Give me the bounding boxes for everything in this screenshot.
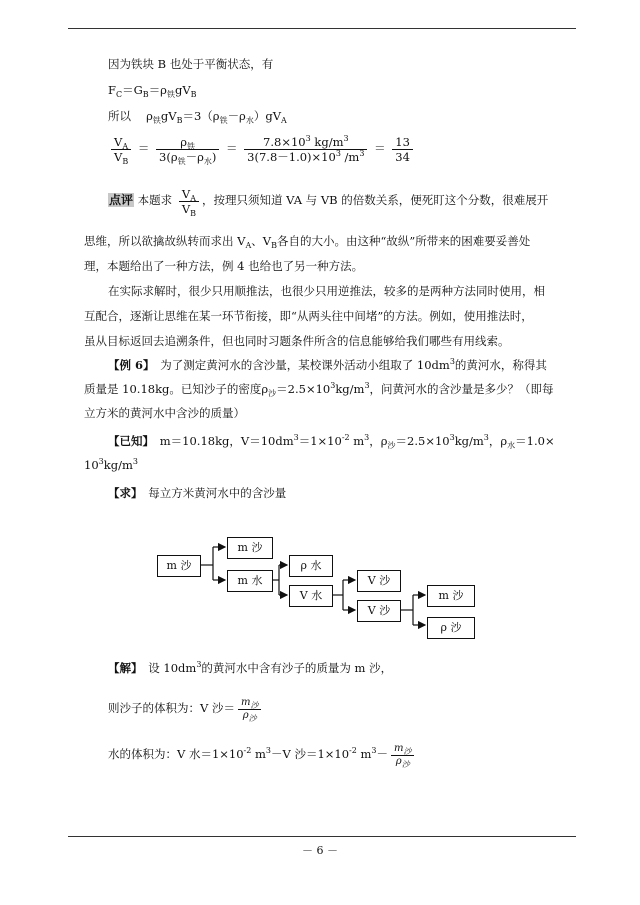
comment-label: 点评 [109,193,134,207]
text: B [142,90,149,99]
page-number: － 6 － [302,844,338,857]
text: gV [174,83,191,97]
top-rule [68,28,576,29]
seek-line: 【求】 每立方米黄河水中的含沙量 [108,486,287,500]
text: ＝ρ [148,83,167,97]
fraction: $\frac{V_A}{V_B}$ [179,187,199,216]
node-rho-sand: ρ 沙 [427,617,475,639]
text: C [115,90,123,99]
text: F [108,83,116,97]
example-line: 【例 6】 为了测定黄河水的含沙量，某校课外活动小组取了 $10dm^3$的黄河水，称得其 [108,357,547,372]
text: 铁 [166,90,175,99]
comment-line [108,186,548,216]
node-v-water: V 水 [289,585,333,607]
ratio-equation [108,134,416,164]
text: ＝3（ρ [182,109,220,123]
text: ）gV [253,109,281,123]
example-label: 【例 6】 [108,358,149,372]
node-rho-water: ρ 水 [289,555,333,577]
solution-line: 水的体积为：V 水$=1\times 10^{-2}$ $m^3-V$ 沙$=1\times 10^{-2}$ $m^3-$ $\frac{m_沙}{\rho_沙}$ [108,740,417,768]
text: －ρ [227,109,246,123]
text: ＝G [122,83,143,97]
known-label: 【已知】 [108,434,149,448]
solution-label: 【解】 [108,661,137,675]
node-v-sand: V 沙 [357,600,401,622]
bottom-rule [68,836,576,837]
seek-label: 【求】 [108,486,137,500]
solution-line: 则沙子的体积为：V 沙＝ $\frac{m_沙}{\rho_沙}$ [108,694,264,722]
node-m-water: m 水 [227,570,273,592]
text: B [176,116,183,125]
text: 铁 [152,116,161,125]
text: 水 [245,116,254,125]
analysis-flow-diagram [155,525,495,645]
equals: ＝ [226,141,238,155]
text-line: 互配合，逐渐让思维在某一环节衔接，即“从两头往中间堵”的方法。例如，使用推法时， [84,309,533,323]
node-m-sand: m 沙 [427,585,475,607]
example-line: 立方米的黄河水中含沙的质量） [84,406,245,420]
text: 铁 [219,116,228,125]
known-line: $10^3kg/m^3$ [84,457,138,472]
fraction: $\frac{\rho_铁}{3(\rho_铁-\rho_水)}$ [156,135,219,164]
fraction: $\frac{m_沙}{\rho_沙}$ [238,697,261,722]
text-line: 在实际求解时，很少只用顺推法，也很少只用逆推法，较多的是两种方法同时使用，相 [108,284,545,298]
example-line: 质量是 10.18kg。已知沙子的密度$\rho_沙=2.5\times 10^3kg/m^3$，问黄河水的含沙量是多少？（即每 [84,381,554,398]
solution-line: 【解】 设 $10dm^3$的黄河水中含有沙子的质量为 m 沙， [108,660,393,675]
text-line: 理，本题给出了一种方法，例 4 也给也了另一种方法。 [84,259,364,273]
equation-line [108,82,197,98]
fraction: $\frac{m_沙}{\rho_沙}$ [391,743,414,768]
equals: ＝ [137,141,150,155]
known-line: 【已知】 m＝10.18kg，$V=10dm^3=1\times 10^{-2}$ $m^3$，$\rho_沙=2.5\times 10^3kg/m^3$，$\rho_水=1.0\times$ [108,433,555,450]
node-m-sand: m 沙 [157,555,201,577]
text-line: 虽从目标返回去追溯条件，但也同时习题条件所含的信息能够给我们哪些有用线索。 [84,334,510,348]
text: B [190,90,197,99]
equals: ＝ [374,141,386,155]
fraction: $\frac{7.8\times 10^3 kg/m^3}{3(7.8-1.0)\times 10^3 /m^3}$ [244,135,367,164]
fraction: $\frac{V_A}{V_B}$ [111,135,131,164]
text: 所以 ρ [108,109,153,123]
node-m-sand: m 沙 [227,537,273,559]
text: A [281,116,287,125]
fraction: $\frac{13}{34}$ [392,135,413,164]
text: ，按理只须知道 VA 与 VB 的倍数关系，便死盯这个分数，很难展开 [202,193,549,207]
node-v-sand: V 沙 [357,570,401,592]
text: 本题求 [137,193,173,207]
text: gV [160,109,177,123]
equation-line [108,108,287,124]
text-line: 因为铁块 B 也处于平衡状态，有 [108,57,274,71]
text-line: 思维，所以欲擒故纵转而求出 $V_A$、$V_B$各自的大小。由这种“故纵”所带来的困难要妥善处 [84,234,531,250]
